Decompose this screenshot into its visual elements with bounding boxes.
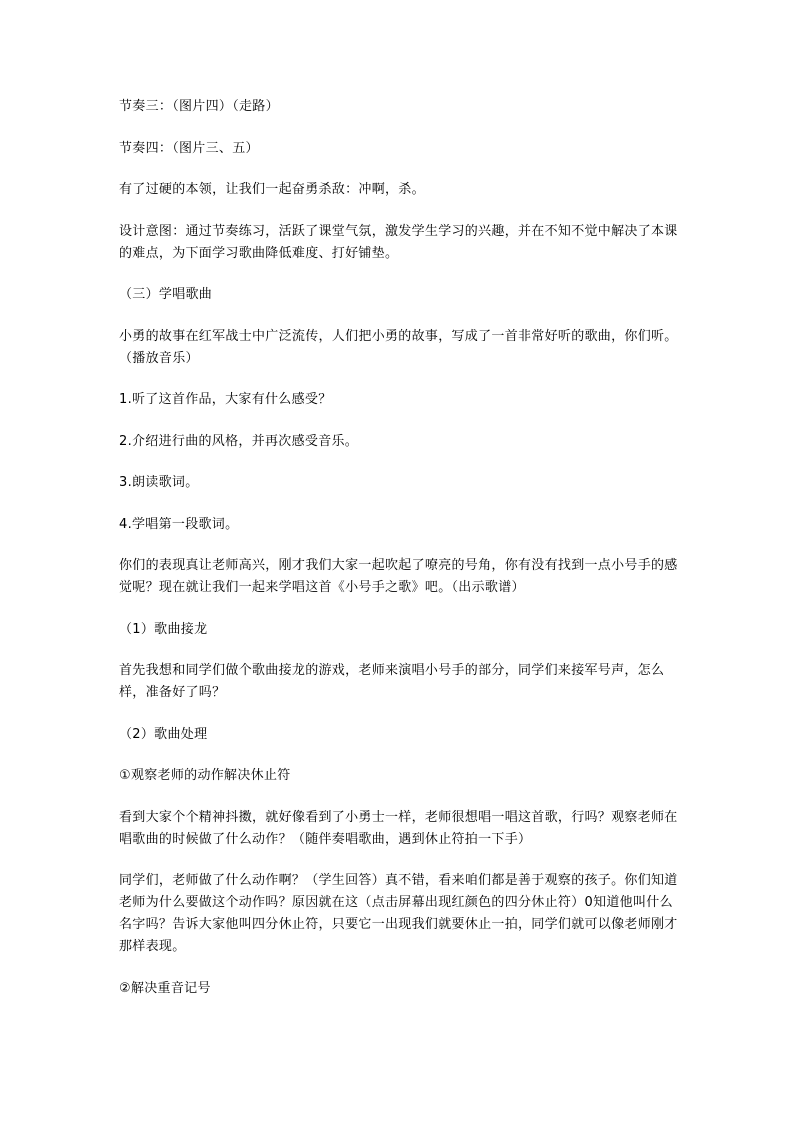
paragraph-relay-game: 首先我想和同学们做个歌曲接龙的游戏，老师来演唱小号手的部分，同学们来接军号声，怎么样，准备好了吗？ bbox=[119, 663, 665, 700]
subheading-song-relay: （1）歌曲接龙 bbox=[119, 621, 208, 637]
rhythm-three-line: 节奏三：（图片四）（走路） bbox=[119, 99, 279, 114]
paragraph-charge: 有了过硬的本领，让我们一起奋勇杀敌：冲啊，杀。 bbox=[119, 182, 425, 197]
paragraph-observe: 看到大家个个精神抖擞，就好像看到了小勇士一样，老师很想唱一唱这首歌，行吗？观察老师在唱歌曲的时候做了什么动作？（随伴奏唱歌曲，遇到休止符拍一下手） bbox=[119, 809, 678, 847]
list-item-2: 2.介绍进行曲的风格，并再次感受音乐。 bbox=[119, 433, 359, 449]
step-rest-symbol: ①观察老师的动作解决休止符 bbox=[119, 768, 291, 783]
list-item-1: 1.听了这首作品，大家有什么感受？ bbox=[119, 392, 332, 407]
rhythm-four-line: 节奏四：（图片三、五） bbox=[119, 140, 259, 156]
paragraph-trumpet: 你们的表现真让老师高兴，刚才我们大家一起吹起了嘹亮的号角，你有没有找到一点小号手的感觉呢？现在就让我们一起来学唱这首《小号手之歌》吧。（出示歌谱） bbox=[119, 558, 678, 595]
subheading-song-processing: （2）歌曲处理 bbox=[119, 726, 208, 742]
document-page bbox=[119, 96, 679, 1019]
step-accent-mark: ②解决重音记号 bbox=[119, 980, 211, 996]
section-heading-learn-song: （三）学唱歌曲 bbox=[119, 287, 213, 302]
list-item-3: 3.朗读歌词。 bbox=[119, 475, 199, 490]
design-intent-paragraph: 设计意图：通过节奏练习，活跃了课堂气氛，激发学生学习的兴趣，并在不知不觉中解决了本课的难点，为下面学习歌曲降低难度、打好铺垫。 bbox=[119, 223, 678, 261]
paragraph-story: 小勇的故事在红军战士中广泛流传，人们把小勇的故事，写成了一首非常好听的歌曲，你们听。（播放音乐） bbox=[119, 328, 678, 366]
paragraph-quarter-rest: 同学们，老师做了什么动作啊？（学生回答）真不错，看来咱们都是善于观察的孩子。你们知道老师为什么要做这个动作吗？原因就在这（点击屏幕出现红颜色的四分休止符）0知道他叫什么名字吗？告诉大家他叫四分休止符，只要它一出现我们就要休止一拍，同学们就可以像老师刚才那样表现。 bbox=[119, 873, 678, 954]
list-item-4: 4.学唱第一段歌词。 bbox=[119, 516, 239, 532]
